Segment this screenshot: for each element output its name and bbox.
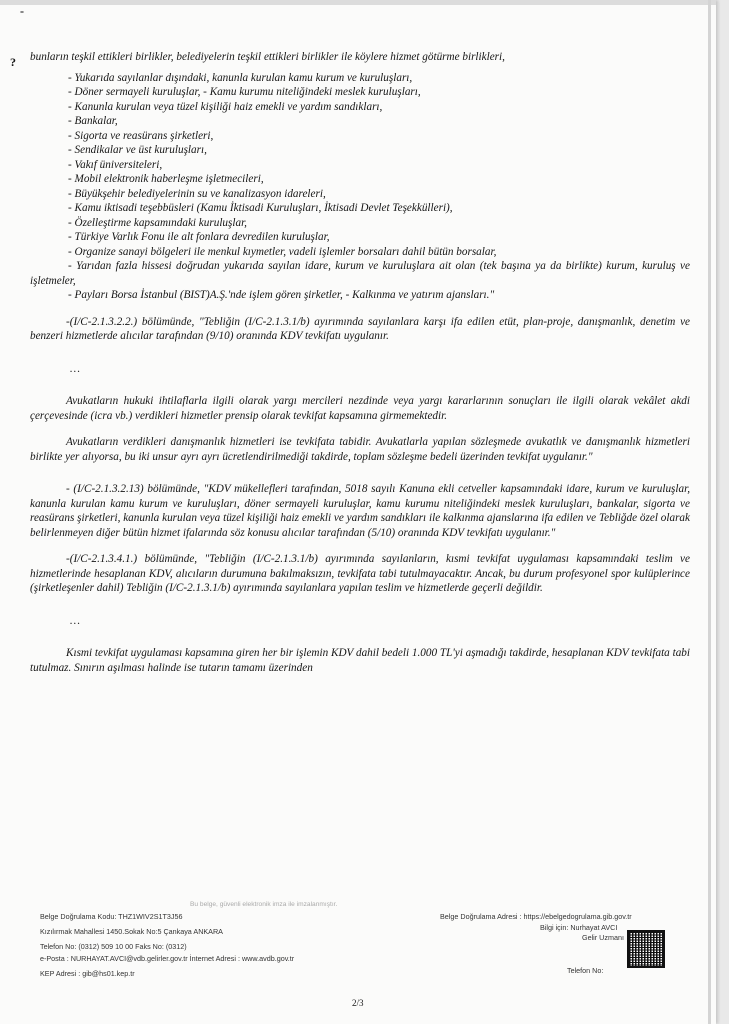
page-number: 2/3 — [352, 998, 364, 1008]
list-item: - Vakıf üniversiteleri, — [68, 158, 163, 171]
page-edge — [708, 0, 711, 1024]
email-web: e-Posta : NURHAYAT.AVCI@vdb.gelirler.gov.tr İnternet Adresi : www.avdb.gov.tr — [40, 954, 295, 963]
ellipsis: … — [70, 362, 80, 375]
list-item: - Sigorta ve reasürans şirketleri, — [68, 129, 214, 142]
ellipsis: … — [70, 614, 80, 627]
scan-mark-side: ? — [10, 55, 16, 69]
section-paragraph: -(I/C-2.1.3.2.2.) bölümünde, "Tebliğin (I/C-2.1.3.1/b) ayırımında sayılanlara karşı ifa edilen etüt, plan-proje, danışmanlık, denetim ve benzeri hizmetlerde alıcılar tarafından (9/10) oranında KDV tevkifatı uygulanır. — [30, 315, 690, 342]
scan-mark-top: - — [20, 4, 24, 18]
info-title: Gelir Uzmanı — [582, 933, 624, 942]
kep-address: KEP Adresi : gib@hs01.kep.tr — [40, 969, 135, 978]
info-phone: Telefon No: — [567, 966, 604, 975]
section-paragraph: -(I/C-2.1.3.4.1.) bölümünde, "Tebliğin (I/C-2.1.3.1/b) ayırımında sayılanların, kısmi tevkifat uygulaması kapsamındaki teslim ve hizmetlerinde hesaplanan KDV, alıcıların durumuna bakılmaksızın, tevkifata tabi tutulmayacaktır. Ancak, bu durum profesyonel spor kulüplerince (şirketleşenler dahil) Tebliğin (I/C-2.1.3.1/b) ayırımında sayılanlara yapılan teslim ve hizmetlerde geçerli değildir. — [30, 553, 690, 594]
list-item: - Büyükşehir belediyelerinin su ve kanalizasyon idareleri, — [68, 187, 326, 200]
verify-code: Belge Doğrulama Kodu: THZ1WIV2S1T3J56 — [40, 912, 183, 921]
list-item: - Türkiye Varlık Fonu ile alt fonlara devredilen kuruluşlar, — [68, 231, 330, 243]
list-item: - Yukarıda sayılanlar dışındaki, kanunla kurulan kamu kurum ve kuruluşları, — [68, 71, 413, 84]
e-signature-note: Bu belge, güvenli elektronik imza ile imzalanmıştır. — [190, 901, 338, 908]
list-item: - Kanunla kurulan veya tüzel kişiliği haiz emekli ve yardım sandıkları, — [68, 100, 383, 113]
list-item: - Kamu iktisadi teşebbüsleri (Kamu İktisadi Kuruluşları, İktisadi Devlet Teşekkülleri), — [68, 202, 453, 214]
section-paragraph: Kısmi tevkifat uygulaması kapsamına giren her bir işlemin KDV dahil bedeli 1.000 TL'yi aşmadığı takdirde, hesaplanan KDV tevkifata tabi tutulmaz. Sınırın aşılması halinde ise tutarın tamamı üzerinden — [30, 647, 690, 674]
info-contact: Bilgi için: Nurhayat AVCI — [540, 923, 618, 932]
section-paragraph: Avukatların hukuki ihtilaflarla ilgili olarak yargı mercileri nezdinde veya yargı kararlarının sonuçları ile ilgili olarak vekâlet akdi çerçevesinde (icra vb.) verdikleri hizmetler prensip olarak tevkifat kapsamına girmemektedir. — [30, 395, 690, 422]
section-paragraph: Avukatların verdikleri danışmanlık hizmetleri ise tevkifata tabidir. Avukatlarla yapılan sözleşmede avukatlık ve danışmanlık hizmetleri birlikte yer alıyorsa, bu iki unsur ayrı ayrı ücretlendirilmediği takdirde, toplam sözleşme bedeli üzerinden tevkifat uygulanır." — [30, 436, 690, 463]
list-item: - Organize sanayi bölgeleri ile menkul kıymetler, vadeli işlemler borsaları dahil bütün borsalar, — [68, 245, 497, 258]
intro-paragraph: bunların teşkil ettikleri birlikler, belediyelerin teşkil ettikleri birlikler ile köylere hizmet götürme birlikleri, — [30, 51, 505, 63]
office-address: Kızılırmak Mahallesi 1450.Sokak No:5 Çankaya ANKARA — [40, 927, 223, 936]
list-item: - Sendikalar ve üst kuruluşları, — [68, 144, 207, 156]
phone-fax: Telefon No: (0312) 509 10 00 Faks No: (0312) — [40, 942, 187, 951]
list-item: - Bankalar, — [68, 115, 118, 127]
section-paragraph: - (I/C-2.1.3.2.13) bölümünde, "KDV mükellefleri tarafından, 5018 sayılı Kanuna ekli cetveller kapsamındaki idare, kurum ve kuruluşlar, kanunla kurulan kamu kurum ve kuruluşları, döner sermayeli kuruluşlar, kamu kurumu niteliğindeki meslek kuruluşları, bankalar, sigorta ve reasürans şirketleri, kanunla kurulan veya tüzel kişiliği haiz emekli ve yardım sandıkları ile kalkınma ajanslarına ifa edilen ve Tebliğde özel olarak belirlenmeyen diğer bütün hizmet ifalarında söz konusu alıcılar tarafından (5/10) oranında KDV tevkifatı uygulanır." — [30, 483, 690, 539]
list-item: - Yarıdan fazla hissesi doğrudan yukarıda sayılan idare, kurum ve kuruluşlara ait olan (tek başına ya da birlikte) kurum, kuruluş ve işletmeler, — [30, 260, 690, 287]
qr-code-icon — [627, 930, 665, 968]
list-item: - Payları Borsa İstanbul (BIST)A.Ş.'nde işlem gören şirketler, - Kalkınma ve yatırım ajansları." — [68, 289, 495, 301]
verify-address: Belge Doğrulama Adresi : https://ebelgedogrulama.gib.gov.tr — [440, 912, 632, 921]
list-item: - Döner sermayeli kuruluşlar, - Kamu kurumu niteliğindeki meslek kuruluşları, — [68, 86, 421, 98]
document-body — [30, 50, 690, 675]
list-item: - Mobil elektronik haberleşme işletmecileri, — [68, 173, 264, 185]
institution-list — [30, 71, 690, 303]
list-item: - Özelleştirme kapsamındaki kuruluşlar, — [68, 216, 247, 229]
scan-top-border — [0, 0, 716, 5]
